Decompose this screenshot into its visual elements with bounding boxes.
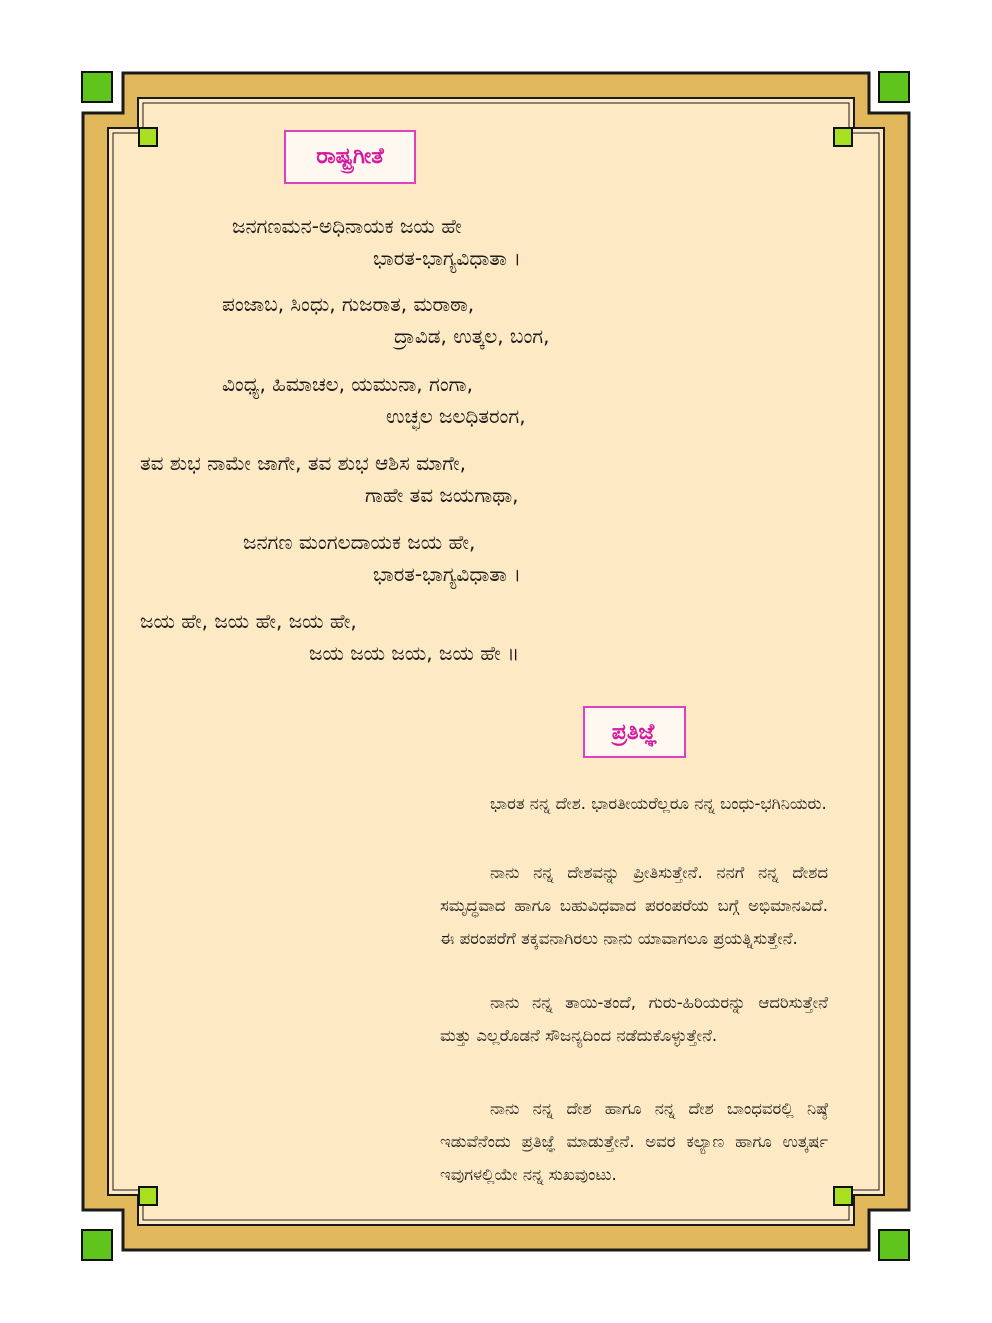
inner-square-top-right [833, 127, 853, 147]
inner-square-top-left [138, 127, 158, 147]
anthem-line: ತವ ಶುಭ ನಾಮೇ ಜಾಗೇ, ತವ ಶುಭ ಆಶಿಸ ಮಾಗೇ, [140, 451, 466, 475]
anthem-title: ರಾಷ್ಟ್ರಗೀತೆ [284, 130, 416, 184]
corner-square-top-left [81, 71, 113, 103]
anthem-line: ಭಾರತ-ಭಾಗ್ಯವಿಧಾತಾ । [373, 562, 521, 586]
anthem-line: ಜಯ ಹೇ, ಜಯ ಹೇ, ಜಯ ಹೇ, [140, 609, 357, 633]
anthem-line: ಜನಗಣಮನ-ಅಧಿನಾಯಕ ಜಯ ಹೇ [232, 214, 462, 238]
anthem-line: ಭಾರತ-ಭಾಗ್ಯವಿಧಾತಾ । [373, 246, 521, 270]
pledge-paragraph: ನಾನು ನನ್ನ ತಾಯಿ-ತಂದೆ, ಗುರು-ಹಿರಿಯರನ್ನು ಆದರಿಸುತ್ತೇನೆ ಮತ್ತು ಎಲ್ಲರೊಡನೆ ಸೌಜನ್ಯದಿಂದ ನಡೆದುಕೊಳ್ಳುತ್ತೇನೆ. [440, 993, 828, 1045]
anthem-line: ದ್ರಾವಿಡ, ಉತ್ಕಲ, ಬಂಗ, [394, 324, 550, 348]
pledge-paragraph: ನಾನು ನನ್ನ ದೇಶ ಹಾಗೂ ನನ್ನ ದೇಶ ಬಾಂಧವರಲ್ಲಿ ನಿಷ್ಠೆ ಇಡುವೆನೆಂದು ಪ್ರತಿಜ್ಞೆ ಮಾಡುತ್ತೇನೆ. ಅವರ ಕಲ್ಯಾಣ ಹಾಗೂ ಉತ್ಕರ್ಷ ಇವುಗಳಲ್ಲಿಯೇ ನನ್ನ ಸುಖವುಂಟು. [440, 1099, 828, 1184]
corner-square-top-right [878, 71, 910, 103]
anthem-line: ಪಂಜಾಬ, ಸಿಂಧು, ಗುಜರಾತ, ಮರಾಠಾ, [222, 292, 475, 316]
anthem-line: ಉಚ್ಛಲ ಜಲಧಿತರಂಗ, [386, 404, 526, 428]
anthem-line: ವಿಂಧ್ಯ, ಹಿಮಾಚಲ, ಯಮುನಾ, ಗಂಗಾ, [222, 372, 473, 396]
pledge-title: ಪ್ರತಿಜ್ಞೆ [583, 706, 686, 758]
anthem-line: ಜಯ ಜಯ ಜಯ, ಜಯ ಹೇ ॥ [309, 641, 520, 665]
corner-square-bottom-left [81, 1229, 113, 1261]
anthem-line: ಜನಗಣ ಮಂಗಲದಾಯಕ ಜಯ ಹೇ, [243, 530, 476, 554]
inner-square-bottom-left [138, 1186, 158, 1206]
inner-square-bottom-right [833, 1186, 853, 1206]
corner-square-bottom-right [878, 1229, 910, 1261]
pledge-paragraph: ನಾನು ನನ್ನ ದೇಶವನ್ನು ಪ್ರೀತಿಸುತ್ತೇನೆ. ನನಗೆ ನನ್ನ ದೇಶದ ಸಮೃದ್ಧವಾದ ಹಾಗೂ ಬಹುವಿಧವಾದ ಪರಂಪರೆಯ ಬಗ್ಗೆ ಅಭಿಮಾನವಿದೆ. ಈ ಪರಂಪರೆಗೆ ತಕ್ಕವನಾಗಿರಲು ನಾನು ಯಾವಾಗಲೂ ಪ್ರಯತ್ನಿಸುತ್ತೇನೆ. [440, 863, 828, 948]
anthem-line: ಗಾಹೇ ತವ ಜಯಗಾಥಾ, [365, 483, 519, 507]
pledge-paragraph: ಭಾರತ ನನ್ನ ದೇಶ. ಭಾರತೀಯರೆಲ್ಲರೂ ನನ್ನ ಬಂಧು-ಭಗಿನಿಯರು. [490, 794, 827, 813]
